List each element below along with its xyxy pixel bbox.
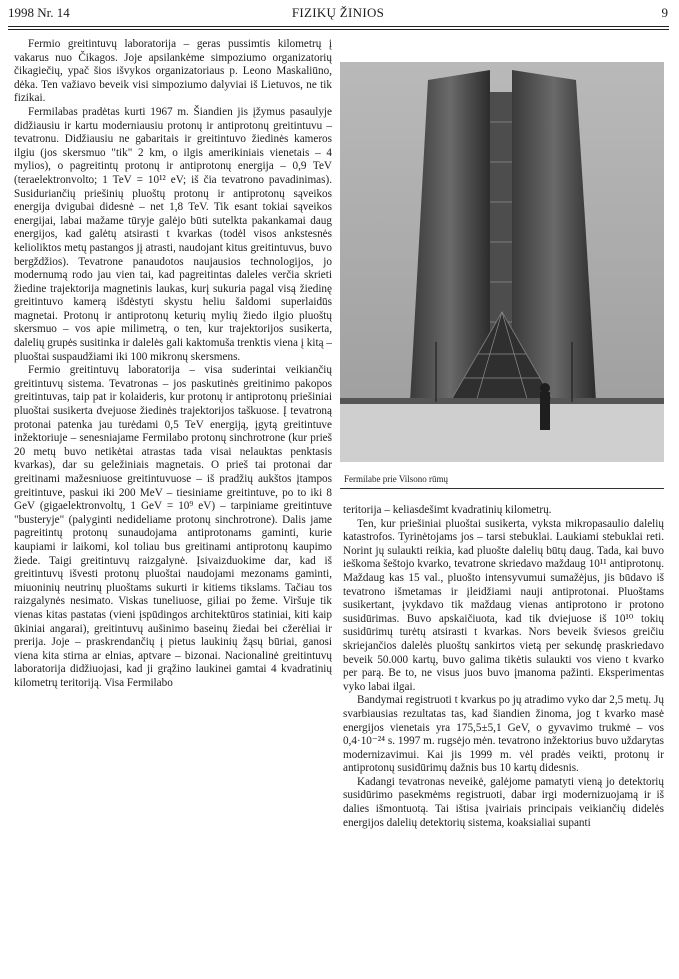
paragraph: Fermio greitintuvų laboratorija – geras pussimtis kilometrų į vakarus nuo Čikagos. Joje apsilankėme simpoziumo organizatorių čikagiečių, ypač šios išvykos organizatoriaus p. Leono Maskaliūno, dėka. Ten važiavo beveik visi simpoziumo dalyviai iš Lietuvos, ne tik fizikai. [14,38,332,105]
page-header [8,2,668,24]
paragraph: Fermilabas pradėtas kurti 1967 m. Šiandien jis įžymus pasaulyje didžiausiu ir kartu moderniausiu protonų ir antiprotonų greitintuvu – tevatronu. Didžiausiu ne gabaritais ir greitintuvo žiedinės kameros ilgiu (jos skersmuo "tik" 2 km, o ilgis amerikiniais vienetais – 4 mylios), o pagreitintų protonų ir antiprotonų energija – 0,9 TeV (teraelektronvolto; 1 TeV = 10¹² eV; iš čia tevatrono pavadinimas). Susiduriančių priešinių pluoštų protonų ir antiprotonų sąveikos energija dvigubai didesnė – net 1,8 TeV. Tik esant tokiai sąveikos energijai, labai mažame tūryje galėjo būti sutelkta pakankamai daug energijos, kad galėtų atsirasti t kvarkas (todėl visos ankstesnės kelioliktos metų pastangos jį atrasti, naudojant kitus greitintuvus, buvo bergždžios). Tevatrone panaudotos naujausios technologijos, jo modernumą rodo jau vien tai, kad pagreitintas daleles verčia skrieti žiedine trajektorija magnetinis laukas, kurį sukuria pagal visą žiedinę greitintuvo kamerą išdėstyti skystu heliu šaldomi superlaidūs magnetai. Protonų ir antiprotonų keturių mylių žiedo ilgio pluoštų skersmuo – vos apie milimetrą, o ten, kur trajektorijos susikerta, dalelių grupės susitinka ir dalelės gali kaktomuša trenktis viena į kitą – pluoštai suspaudžiami iki 100 mikronų skersmens. [14,105,332,363]
journal-title: FIZIKŲ ŽINIOS [291,5,385,20]
page-number: 9 [661,5,668,20]
header-rule [8,26,669,27]
header-rule-thin [8,29,669,30]
caption-rule [340,488,664,489]
paragraph: Bandymai registruoti t kvarkus po jų atradimo vyko dar 2,5 metų. Jų svarbiausias rezultatas tas, kad šiandien žinoma, jog t kvarko masė energijos vienetais yra 175,5±5,1 GeV, o gyvavimo trukmė – vos 0,4·10⁻²⁴ s. 1997 m. rugsėjo mėn. tevatrono inžektorius buvo uždarytas modernizavimui. Kai jis 1999 m. vėl pradės veikti, protonų ir antiprotonų susidūrimų dažnis bus 10 kartų didesnis. [343,694,664,775]
paragraph: Fermio greitintuvų laboratorija – visa suderintai veikiančių greitintuvų sistema. Tevatronas – jos paskutinės greitinimo pakopos greitintuvas, taip pat ir kolaideris, kur protonų ir antiprotonų priešiniai pluoštai susikerta dvejuose žiedinės trajektorijos taškuose. Į tevatroną protonai patenka jau turėdami 0,5 TeV energiją, įgytą greitintuve inžektoriuje – senesniajame Fermilabo protonų sinchrotrone (kur prieš 20 metų buvo netikėtai atrastas tada visai nelauktas penktasis kvarkas), dar su geležiniais magnetais. O prieš tai protonai dar greitinami mažesniuose greitintuvuose – iš pradžių aukštos įtampos greitintuve, paskui iki 200 MeV – tiesiniame greitintuve, po to iki 8 GeV (gigaelektronvoltų, 1 GeV = 10⁹ eV) – tarpiniame greitintuve "busteryje" (palyginti nedideliame protonų sinchrotrone). Dalis jame pagreitintų protonų sunaudojama antiprotonams gaminti, kurie kaupiami ir laikomi, kol toliau bus greitinami antiprotonų kaupimo žiede. Taigi greitintuvų raizgalynė. Įsivaizduokime dar, kad iš greitintuvų išvesti protonų pluoštai naudojami mezonams gaminti, miuoninių neutrinų pluoštams sukurti ir kitiems tikslams. Tačiau tos raizgalynės nesimato. Viskas tuneliuose, giliai po žeme. Viršuje tik vienas kitas pastatas (vieni įspūdingos architektūros statiniai, kiti kaip ūkiniai angarai), greitintuvų aušinimo baseinų žiedai bei cžerėliai ir prerija. Joje – praskrendančių į pietus laukinių žąsų būriai, ganosi viena kita stirna ar elnias, aptvare – bizonai. Nacionalinė greitintuvų laboratorija didžiuojasi, kad ji grąžino laukinei gamtai 4 kvadratinių kilometrų teritoriją. Visa Fermilabo [14,364,332,689]
text-column-right [343,504,664,976]
photo-wilson-hall [340,62,664,462]
paragraph: teritorija – keliasdešimt kvadratinių kilometrų. [343,504,552,516]
paragraph: Kadangi tevatronas neveikė, galėjome pamatyti vieną jo detektorių susidūrimo pasekmėms registruoti, dabar irgi modernizuojamą ir iš dalies išmontuotą. Tai ištisa įvairiais principais veikiančių didelės energijos dalelių detektorių sistema, koaksialiai supanti [343,775,664,829]
paragraph: Ten, kur priešiniai pluoštai susikerta, vyksta mikropasaulio dalelių katastrofos. Tyrinėtojams jos – tarsi stebuklai. Laukiami stebuklai reti. Norint jų sulaukti reikia, kad pluošte dalelių būtų daug. Tada, kai buvo ieškoma šeštojo kvarko, tevatrone skriedavo maždaug 10¹¹ antiprotonų. Maždaug kas 15 val., pluošto intensyvumui sumažėjus, jis būdavo iš tevatrono išmetamas ir įleidžiami nauji antiprotonai. Pluoštams susikertant, įvykdavo tik maždaug vienas antiprotono ir protono susidūrimas. Buvo apskaičiuota, kad tik dviejuose iš 10¹⁰ tokių susidūrimų turėtų atsirasti t kvarkas. Nors beveik šviesos greičiu skriejančios dalelės pluoštų sankirtos vietą per sekundę praskriedavo beveik 50.000 kartų, buvo galima tikėtis sulaukti vos vieno t kvarko per parą. Be to, ne visus juos buvo įmanoma pažinti. Eksperimentas vyko labai ilgai. [343,517,664,693]
figure-caption: Fermilabe prie Vilsono rūmų [344,474,449,484]
issue-label: 1998 Nr. 14 [8,5,70,20]
text-column-left [14,38,332,976]
